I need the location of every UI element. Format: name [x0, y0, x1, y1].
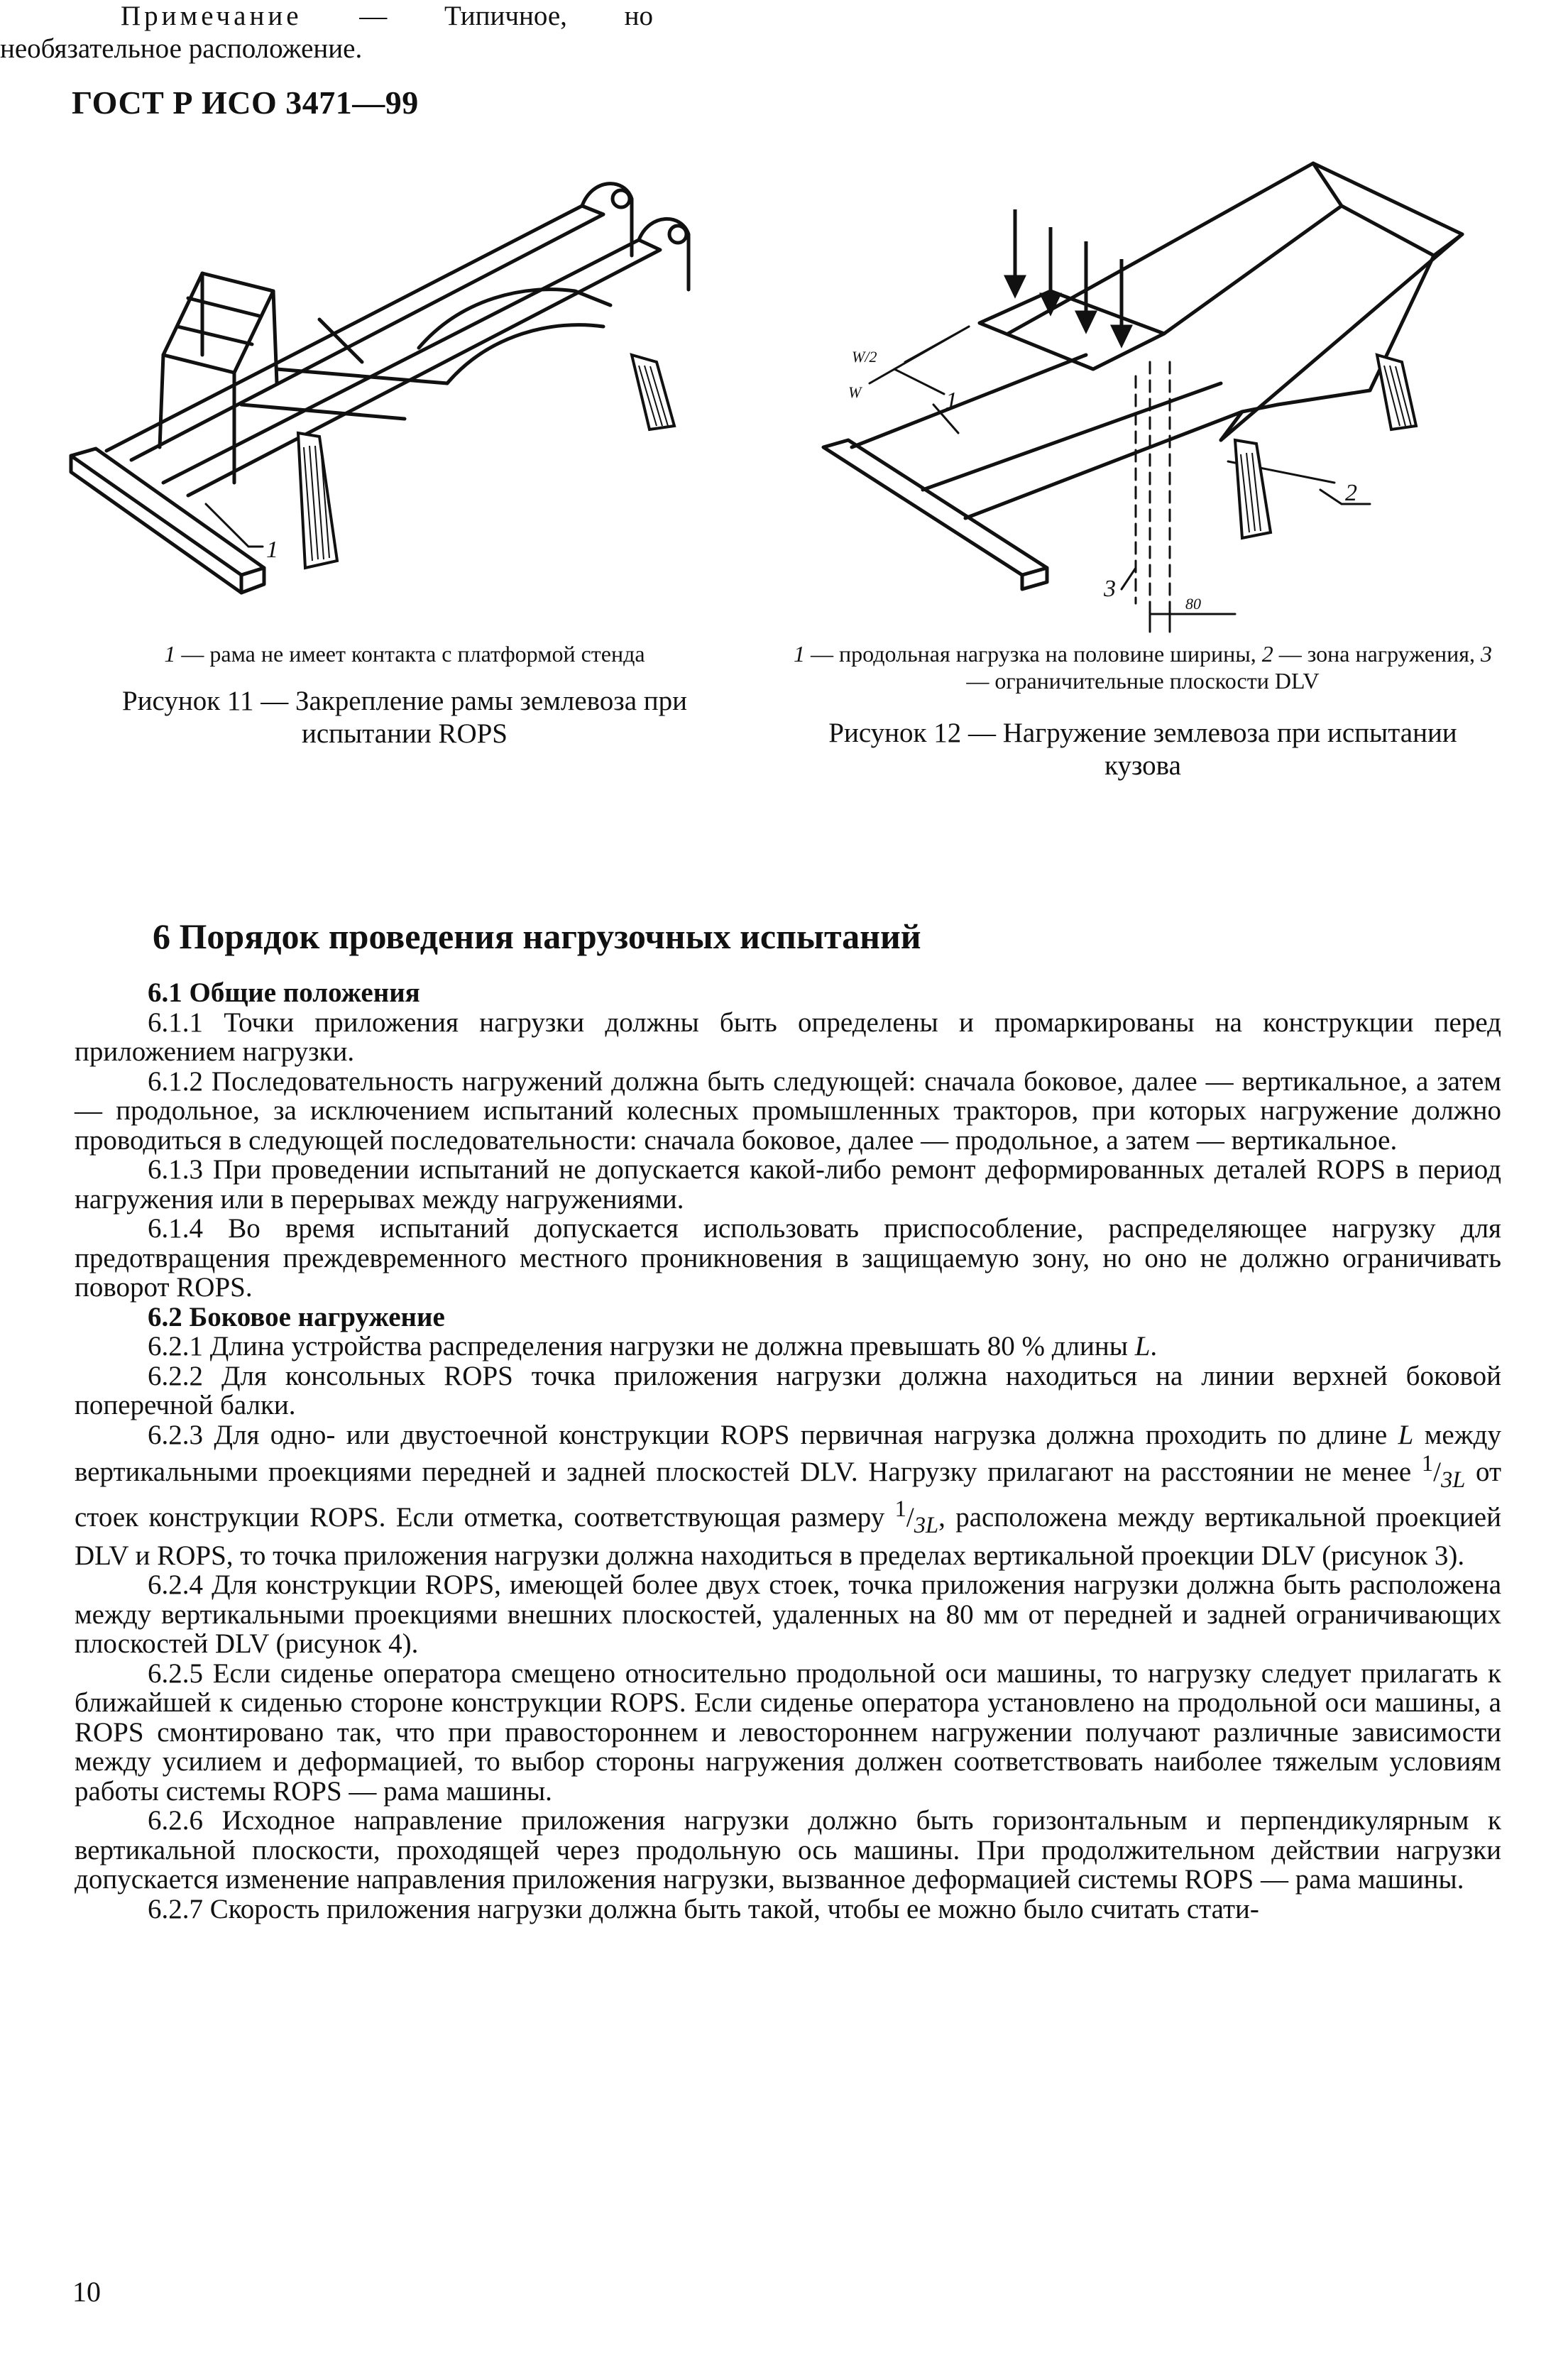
figure-12-drawing: [781, 149, 1512, 660]
subsection-heading-6-2: 6.2 Боковое нагружение: [148, 1301, 445, 1332]
figure-12-legend: 1 — продольная нагрузка на половине ширины, 2 — зона нагружения, 3 — ограничительные плоскости DLV: [794, 641, 1492, 694]
figure-12-callout-3: 3: [1104, 576, 1116, 602]
section-heading: 6 Порядок проведения нагрузочных испытаний: [153, 916, 921, 956]
figure-12-svg: [781, 149, 1512, 660]
figure-11-legend: 1 — рама не имеет контакта с платформой стенда: [164, 641, 645, 667]
paragraph-6-2-3: 6.2.3 Для одно- или двустоечной конструкции ROPS первичная нагрузка должна проходить по длине L между вертикальными проекциями передней и задней плоскостей DLV. Нагрузку прилагают на расстоянии не менее $^1/_{3L}$ от стоек конструкции ROPS. Если отметка, соответствующая размеру $^1/_{3L}$, расположена между вертикальной проекцией DLV и ROPS, то точка приложения нагрузки должна находиться в пределах вертикальной проекции DLV (рисунок 3).: [75, 1419, 1501, 1571]
figure-11-callout-1: 1: [266, 537, 278, 563]
paragraph-6-1-2: 6.1.2 Последовательность нагружений должна быть следующей: сначала боковое, далее — вертикальное, а затем — продольное, за исключением испытаний колесных промышленных тракторов, при которых нагружение должно проводиться в следующей последовательности: сначала боковое, далее — продольное, а затем — вертикальное.: [75, 1065, 1501, 1156]
figure-12-caption: Рисунок 12 — Нагружение землевоза при испытании кузова: [828, 718, 1457, 781]
figure-11-note: [0, 0, 653, 65]
paragraph-6-2-4: 6.2.4 Для конструкции ROPS, имеющей более двух стоек, точка приложения нагрузки должна быть расположена между вертикальными проекциями внешних плоскостей, удаленных на 80 мм от передней и задней ограничивающих плоскостей DLV (рисунок 4).: [75, 1569, 1501, 1660]
figure-12-dim-w2: W/2: [852, 348, 877, 366]
section-body: [75, 978, 1501, 1924]
paragraph-6-2-5: 6.2.5 Если сиденье оператора смещено относительно продольной оси машины, то нагрузку следует прилагать к ближайшей к сиденью стороне конструкции ROPS. Если сиденье оператора установлено на продольной оси машины, а ROPS смонтировано так, что при правостороннем и левостороннем нагружении получают различные зависимости между усилием и деформацией, то выбор стороны нагружения должен соответствовать наиболее тяжелым условиям работы системы ROPS — рама машины.: [75, 1658, 1501, 1807]
figure-12-callout-2: 2: [1345, 480, 1357, 506]
paragraph-6-1-1: 6.1.1 Точки приложения нагрузки должны быть определены и промаркированы на конструкции перед приложением нагрузки.: [75, 1007, 1501, 1067]
figure-11-caption: Рисунок 11 — Закрепление рамы землевоза при испытании ROPS: [122, 686, 687, 749]
paragraph-6-2-1: 6.2.1 Длина устройства распределения нагрузки не должна превышать 80 % длины L.: [148, 1331, 1158, 1361]
document-header: ГОСТ Р ИСО 3471—99: [72, 84, 419, 121]
paragraph-6-1-3: 6.1.3 При проведении испытаний не допускается какой-либо ремонт деформированных деталей ROPS в период нагружения или в перерывах между нагружениями.: [75, 1154, 1501, 1215]
paragraph-6-1-4: 6.1.4 Во время испытаний допускается использовать приспособление, распределяющее нагрузку для предотвращения преждевременного местного проникновения в защищаемую зону, но оно не должно ограничивать поворот ROPS.: [75, 1213, 1501, 1303]
paragraph-6-2-6: 6.2.6 Исходное направление приложения нагрузки должно быть горизонтальным и перпендикулярным к вертикальной плоскости, проходящей через продольную ось машины. При продолжительном действии нагрузки допускается изменение направления приложения нагрузки, вызванное деформацией системы ROPS — рама машины.: [75, 1805, 1501, 1895]
figure-12-dim-80: 80: [1185, 595, 1201, 613]
subsection-heading-6-1: 6.1 Общие положения: [148, 977, 420, 1008]
figure-11-drawing: [64, 149, 745, 646]
note-text: — Типичное, но необязательное расположение.: [0, 1, 653, 64]
figure-12-dim-w: W: [848, 383, 862, 401]
figure-11-svg: [64, 149, 745, 646]
paragraph-6-2-7: 6.2.7 Скорость приложения нагрузки должна быть такой, чтобы ее можно было считать стати-: [148, 1893, 1259, 1924]
page-number: 10: [72, 2276, 101, 2308]
note-label: Примечание: [121, 1, 302, 31]
paragraph-6-2-2: 6.2.2 Для консольных ROPS точка приложения нагрузки должна находиться на линии верхней боковой поперечной балки.: [75, 1360, 1501, 1420]
figure-12-callout-1: 1: [945, 388, 958, 414]
